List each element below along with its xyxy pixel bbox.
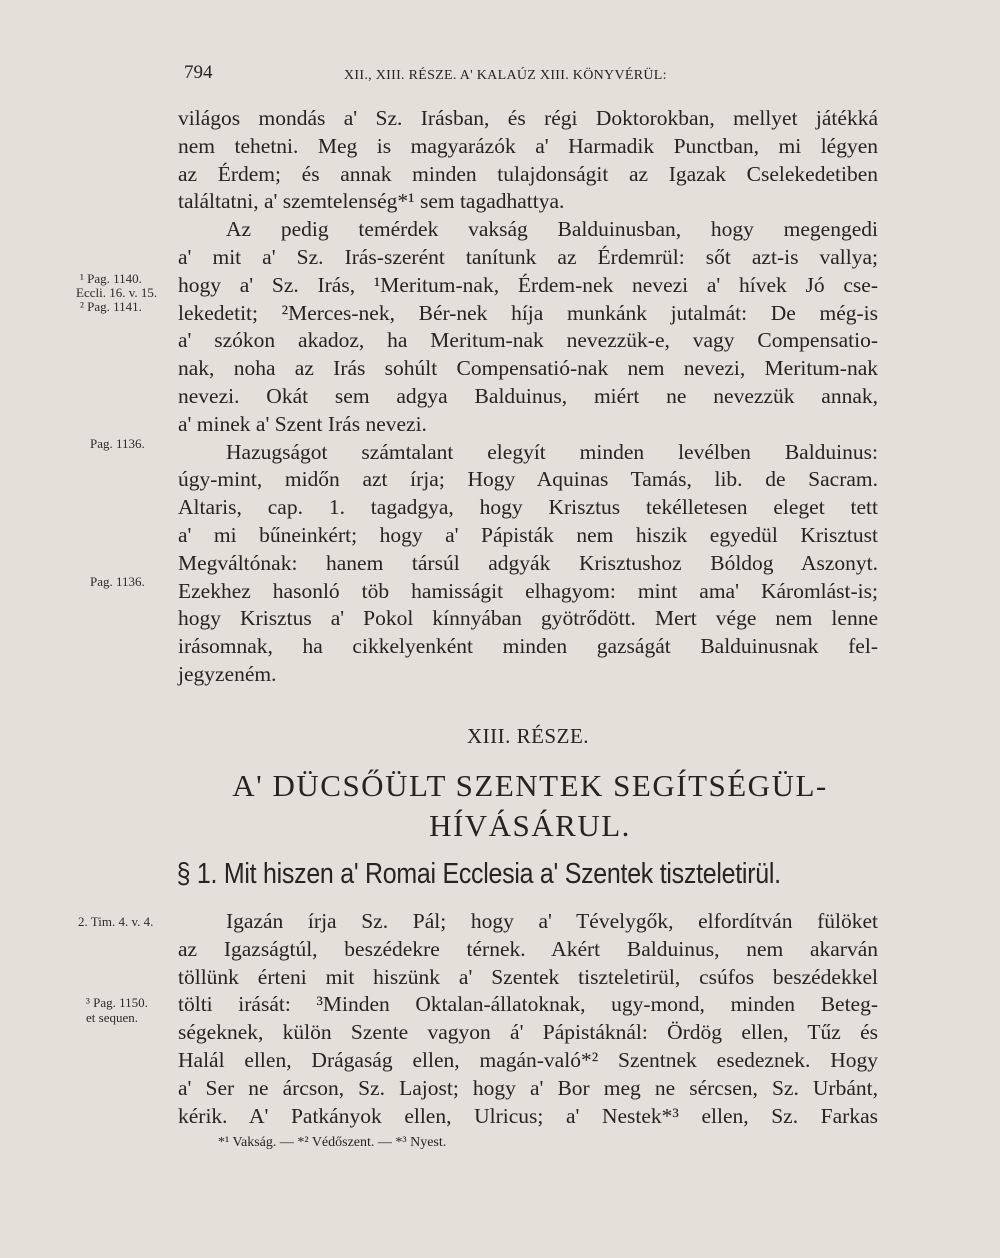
margin-note-sequen: et sequen. bbox=[86, 1010, 138, 1025]
footnotes: *¹ Vakság. — *² Védőszent. — *³ Nyest. bbox=[218, 1135, 447, 1150]
text-line: ségeknek, külön Szente vagyon á' Pápistáknál: Ördög ellen, Tűz és bbox=[178, 1020, 878, 1045]
text-line: irásomnak, ha cikkelyenként minden gazságát Balduinusnak fel- bbox=[178, 634, 878, 659]
margin-note-pag-1141: ² Pag. 1141. bbox=[80, 299, 142, 314]
text-line: a' mi bűneinkért; hogy a' Pápisták nem hiszik egyedül Krisztust bbox=[178, 522, 878, 547]
text-line: hogy a' Sz. Irás, ¹Meritum-nak, Érdem-nek nevezi a' hívek Jó cse- bbox=[178, 272, 878, 297]
paragraph-4 bbox=[178, 908, 878, 1130]
text-line: a' szókon akadoz, ha Meritum-nak nevezzük-e, vagy Compensatio- bbox=[178, 328, 878, 353]
section-title-line: A' DÜCSŐÜLT SZENTEK SEGÍTSÉGÜL- bbox=[232, 768, 828, 803]
paragraph-1 bbox=[178, 105, 878, 216]
text-line: a' minek a' Szent Irás nevezi. bbox=[178, 411, 427, 436]
text-line: az Igazságtúl, beszédekre térnek. Akért Balduinus, nem akarván bbox=[178, 936, 878, 961]
text-line: Az pedig temérdek vakság Balduinusban, hogy megengedi bbox=[226, 217, 878, 242]
subsection-heading: § 1. Mit hiszen a' Romai Ecclesia a' Szentek tiszteletirül. bbox=[176, 858, 781, 890]
text-line: lekedetit; ²Merces-nek, Bér-nek híja munkánk jutalmát: De még-is bbox=[178, 300, 878, 325]
text-block-bottom bbox=[178, 908, 878, 1130]
running-head: XII., XIII. RÉSZE. A' KALAÚZ XIII. KÖNYVÉRÜL: bbox=[344, 68, 667, 83]
text-line: töllünk érteni mit hiszünk a' Szentek tiszteletirül, csúfos beszédekkel bbox=[178, 964, 878, 989]
page-number: 794 bbox=[184, 62, 213, 83]
section-number: XIII. RÉSZE. bbox=[466, 724, 590, 748]
paragraph-2 bbox=[178, 216, 878, 438]
paragraph-3 bbox=[178, 439, 878, 689]
text-line: nem tehetni. Meg is magyarázók a' Harmadik Punctban, mi légyen bbox=[178, 133, 878, 158]
text-line: úgy-mint, midőn azt írja; Hogy Aquinas Tamás, lib. de Sacram. bbox=[178, 467, 878, 492]
text-line: a' mit a' Sz. Irás-szerént tanítunk az Érdemrül: sőt azt-is vallya; bbox=[178, 244, 878, 269]
margin-note-pag-1140: ¹ Pag. 1140. bbox=[80, 271, 142, 286]
margin-note-pag-1136-b: Pag. 1136. bbox=[90, 574, 145, 589]
text-line: nevezi. Okát sem adgya Balduinus, miért ne nevezzük annak, bbox=[178, 383, 878, 408]
text-line: tölti irását: ³Minden Oktalan-állatoknak, ugy-mond, minden Beteg- bbox=[178, 992, 878, 1017]
text-line: jegyzeném. bbox=[178, 661, 277, 686]
text-line: Altaris, cap. 1. tagadgya, hogy Krisztus tekélletesen eleget tett bbox=[178, 495, 878, 520]
text-line: az Érdem; és annak minden tulajdonságit az Igazak Cselekedetiben bbox=[178, 161, 878, 186]
text-line: Ezekhez hasonló töb hamisságit elhagyom: mint ama' Káromlást-is; bbox=[178, 578, 878, 603]
margin-note-pag-1150: ³ Pag. 1150. bbox=[86, 995, 148, 1010]
margin-note-pag-1136-a: Pag. 1136. bbox=[90, 436, 145, 451]
section-title-line: HÍVÁSÁRUL. bbox=[429, 808, 631, 843]
text-block-top bbox=[178, 105, 878, 689]
text-line: hogy Krisztus a' Pokol kínnyában gyötrődött. Mert vége nem lenne bbox=[178, 606, 878, 631]
margin-note-eccli: Eccli. 16. v. 15. bbox=[76, 285, 158, 300]
margin-note-tim: 2. Tim. 4. v. 4. bbox=[78, 914, 154, 929]
text-line: Megváltónak: hanem társúl adgyák Krisztushoz Bóldog Aszonyt. bbox=[178, 550, 878, 575]
section-title bbox=[190, 766, 870, 846]
text-line: nak, noha az Irás sohúlt Compensatió-nak nem nevezi, Meritum-nak bbox=[178, 356, 878, 381]
text-line: találtatni, a' szemtelenség*¹ sem tagadhattya. bbox=[178, 189, 565, 214]
text-line: Igazán írja Sz. Pál; hogy a' Tévelygők, elfordítván fülöket bbox=[226, 909, 878, 933]
page-header bbox=[178, 62, 878, 88]
text-line: kérik. A' Patkányok ellen, Ulricus; a' Nestek*³ ellen, Sz. Farkas bbox=[178, 1103, 878, 1128]
text-line: Halál ellen, Drágaság ellen, magán-való*² Szentnek esedeznek. Hogy bbox=[178, 1047, 878, 1072]
text-line: világos mondás a' Sz. Irásban, és régi Doktorokban, mellyet játékká bbox=[178, 106, 878, 130]
text-line: Hazugságot számtalant elegyít minden levélben Balduinus: bbox=[226, 439, 878, 464]
text-line: a' Ser ne árcson, Sz. Lajost; hogy a' Bor meg ne sércsen, Sz. Urbánt, bbox=[178, 1075, 878, 1100]
